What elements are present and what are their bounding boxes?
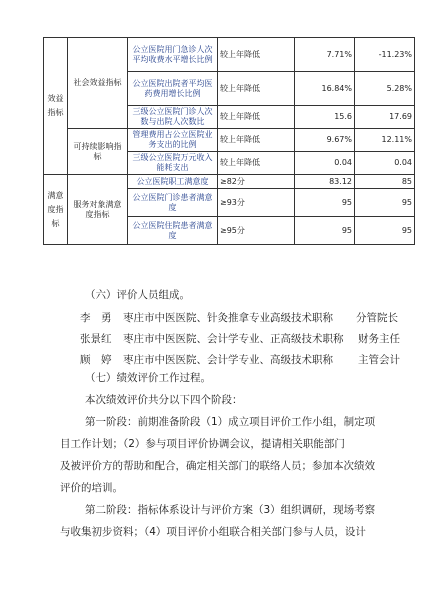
value-cell: 17.69 <box>355 106 415 129</box>
indicator-cell: 公立医院用门急诊人次平均收费水平增长比例 <box>128 38 218 72</box>
value-cell: 0.04 <box>355 152 415 175</box>
subcategory-cell: 服务对象满意度指标 <box>68 175 128 245</box>
value-cell: 16.84% <box>295 72 355 106</box>
value-cell: 9.67% <box>295 129 355 152</box>
value-cell: 95 <box>355 189 415 217</box>
person-unit: 枣庄市中医医院、会计学专业、 <box>123 333 270 345</box>
table-row <box>44 129 415 152</box>
criterion-cell: 较上年降低 <box>218 38 295 72</box>
criterion-cell: 较上年降低 <box>218 72 295 106</box>
person-title: 高级技术职称 <box>270 312 333 324</box>
person-role: 分管院长 <box>356 312 398 324</box>
indicator-cell: 公立医院门诊患者满意度 <box>128 189 218 217</box>
value-cell: 7.71% <box>295 38 355 72</box>
criterion-cell: ≥82分 <box>218 175 295 189</box>
criterion-cell: ≥93分 <box>218 189 295 217</box>
value-cell: 5.28% <box>355 72 415 106</box>
value-cell: -11.23% <box>355 38 415 72</box>
person-unit: 枣庄市中医医院、会计学专业、 <box>123 354 270 366</box>
indicator-cell: 管理费用占公立医院业务支出的比例 <box>128 129 218 152</box>
value-cell: 15.6 <box>295 106 355 129</box>
value-cell: 12.11% <box>355 129 415 152</box>
person-name: 李 勇 <box>80 312 112 324</box>
person-name: 张景红 <box>80 333 112 345</box>
category-cell: 效益指标 <box>44 38 68 175</box>
indicator-cell: 三级公立医院门诊人次数与出院人次数比 <box>128 106 218 129</box>
section-heading-process: （七）绩效评价工作过程。 <box>85 372 211 384</box>
subcategory-cell: 社会效益指标 <box>68 38 128 129</box>
value-cell: 95 <box>295 217 355 245</box>
person-unit: 枣庄市中医医院、针灸推拿专业、 <box>123 312 281 324</box>
category-cell: 满意度指标 <box>44 175 68 245</box>
person-name: 顾 婷 <box>80 354 112 366</box>
table-row <box>44 175 415 189</box>
person-role: 主管会计 <box>358 354 400 366</box>
subcategory-cell: 可持续影响指标 <box>68 129 128 175</box>
paragraph-stage1-line: 目工作计划；（2）参与项目评价协调会议，提请相关职能部门 <box>60 438 345 450</box>
criterion-cell: 较上年降低 <box>218 106 295 129</box>
value-cell: 83.12 <box>295 175 355 189</box>
criterion-cell: 较上年降低 <box>218 129 295 152</box>
indicator-cell: 三级公立医院万元收入能耗支出 <box>128 152 218 175</box>
indicator-cell: 公立医院职工满意度 <box>128 175 218 189</box>
section-heading-evaluators: （六）评价人员组成。 <box>85 289 190 301</box>
indicator-cell: 公立医院出院者平均医药费用增长比例 <box>128 72 218 106</box>
person-title: 正高级技术职称 <box>270 333 344 345</box>
paragraph-stage1-line: 及被评价方的帮助和配合，确定相关部门的联络人员；参加本次绩效 <box>60 460 375 472</box>
criterion-cell: ≥95分 <box>218 217 295 245</box>
paragraph-stage2-line: 与收集初步资料；（4）项目评价小组联合相关部门参与人员，设计 <box>60 526 366 538</box>
paragraph-stage2-line: 第二阶段：指标体系设计与评价方案（3）组织调研，现场考察 <box>85 504 376 516</box>
table-row <box>44 38 415 72</box>
person-role: 财务主任 <box>358 333 400 345</box>
value-cell: 95 <box>355 217 415 245</box>
value-cell: 95 <box>295 189 355 217</box>
person-title: 高级技术职称 <box>270 354 333 366</box>
value-cell: 85 <box>355 175 415 189</box>
performance-indicator-table <box>43 37 415 245</box>
paragraph-stage1-line: 评价的培训。 <box>60 482 123 494</box>
paragraph-intro: 本次绩效评价共分以下四个阶段： <box>85 394 243 406</box>
indicator-cell: 公立医院住院患者满意度 <box>128 217 218 245</box>
value-cell: 0.04 <box>295 152 355 175</box>
criterion-cell: 较上年降低 <box>218 152 295 175</box>
paragraph-stage1-line: 第一阶段：前期准备阶段（1）成立项目评价工作小组，制定项 <box>85 416 376 428</box>
